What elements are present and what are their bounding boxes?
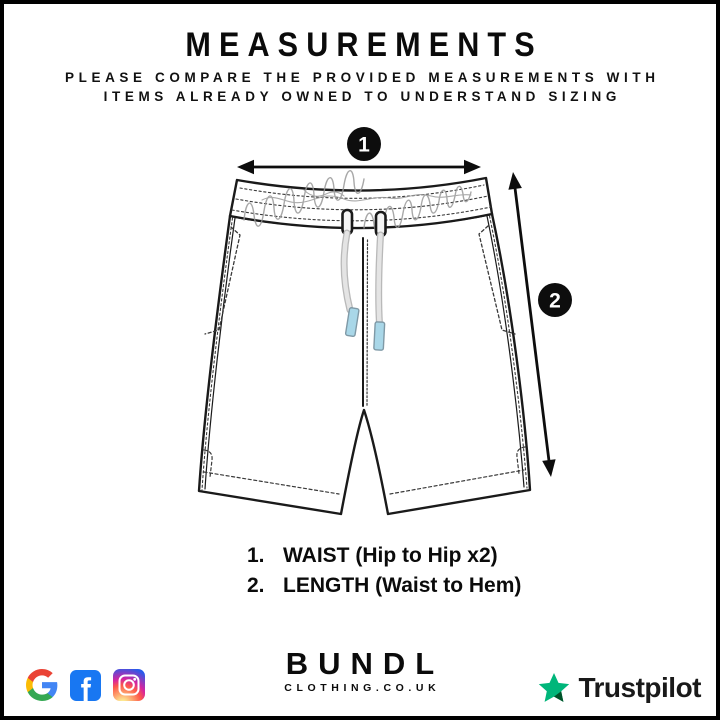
legend-label: WAIST (Hip to Hip x2) bbox=[283, 544, 498, 567]
subtitle-line-2: ITEMS ALREADY OWNED TO UNDERSTAND SIZING bbox=[103, 88, 621, 104]
brand-name: BUNDL bbox=[285, 646, 445, 681]
badge-2-number: 2 bbox=[549, 289, 561, 313]
shorts-body bbox=[199, 214, 530, 514]
subtitle-line-1: PLEASE COMPARE THE PROVIDED MEASUREMENTS WITH bbox=[65, 70, 660, 85]
legend-item-length bbox=[247, 571, 521, 601]
badge-1-number: 1 bbox=[358, 133, 370, 157]
legend-label: LENGTH (Waist to Hem) bbox=[283, 574, 522, 597]
legend-number: 1. bbox=[247, 544, 265, 567]
shorts-diagram bbox=[4, 4, 716, 716]
length-measurement-badge bbox=[538, 283, 572, 317]
trustpilot-label: Trustpilot bbox=[578, 672, 701, 703]
trustpilot-logo bbox=[537, 672, 701, 704]
page-title: MEASUREMENTS bbox=[185, 26, 543, 64]
legend-item-waist bbox=[247, 541, 521, 571]
trustpilot-star-icon bbox=[537, 673, 571, 703]
waist-measurement-badge bbox=[347, 127, 381, 161]
drawstring-aglet-right bbox=[374, 322, 385, 350]
legend-number: 2. bbox=[247, 574, 265, 597]
brand-domain: CLOTHING.CO.UK bbox=[284, 682, 441, 694]
measurement-legend bbox=[247, 541, 521, 601]
shorts-illustration bbox=[199, 171, 530, 514]
waist-measurement-arrow bbox=[237, 160, 481, 174]
